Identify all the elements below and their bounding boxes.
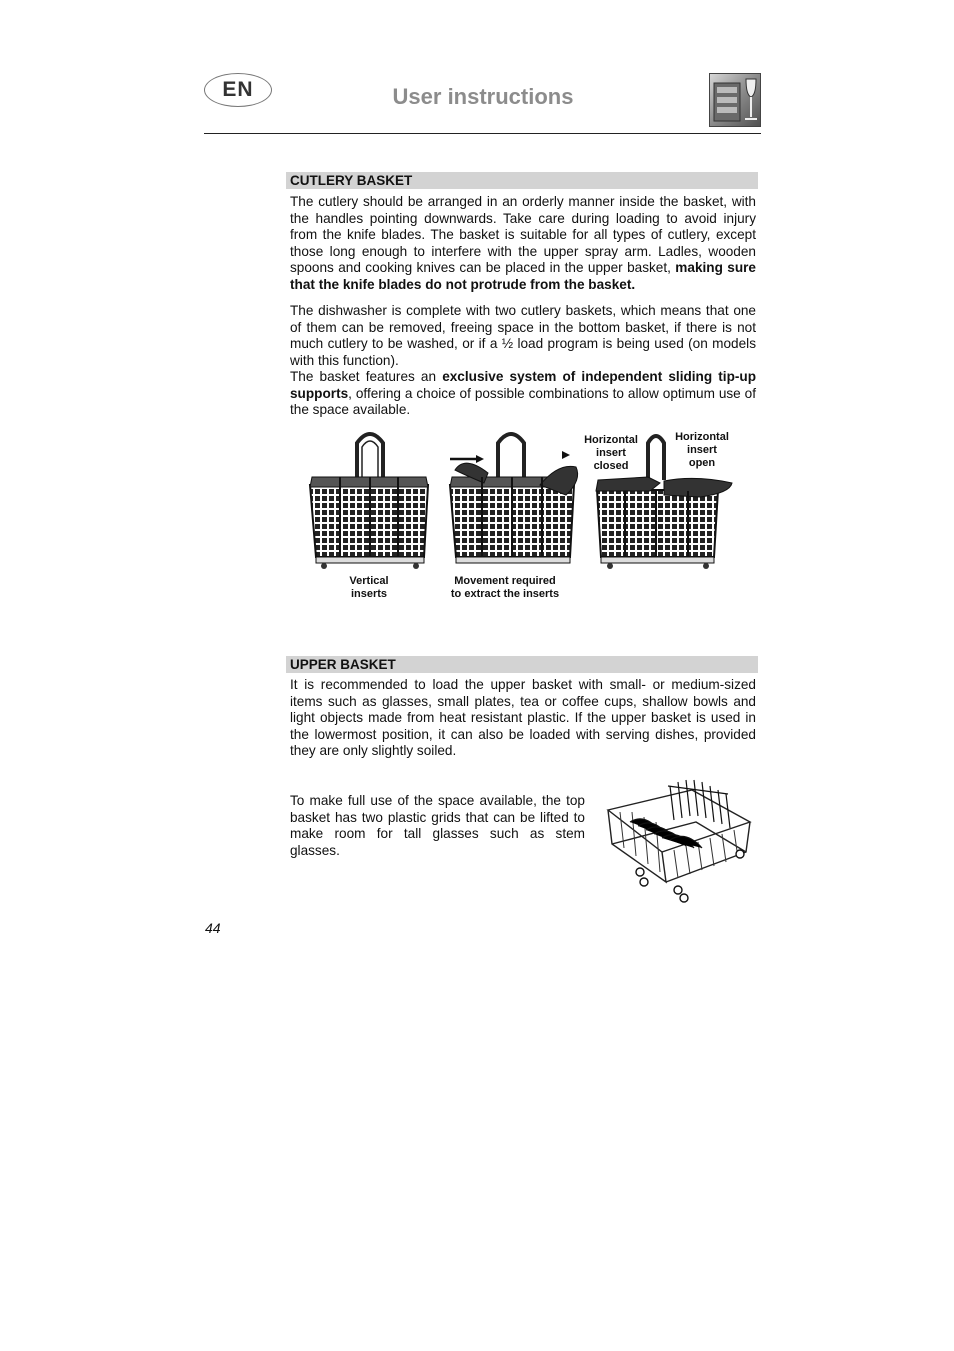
cutlery-paragraph-1 [290, 194, 756, 294]
caption-line: Horizontal [675, 431, 729, 443]
header-divider [204, 133, 761, 134]
caption-line: Movement required [454, 575, 556, 587]
caption-vertical-inserts [330, 575, 408, 601]
upper-paragraph-2: To make full use of the space available, the top basket has two plastic grids that can be lifted to make room for tall glasses such as stem glasses. [290, 793, 585, 858]
caption-line: inserts [350, 588, 388, 600]
language-label: EN [222, 78, 254, 101]
caption-line: Vertical [349, 575, 389, 587]
section-heading-cutlery: CUTLERY BASKET [286, 172, 758, 189]
basket-movement-extract [450, 434, 578, 563]
caption-line: Horizontal [584, 434, 638, 446]
upper-paragraph-1: It is recommended to load the upper basket with small- or medium-sized items such as glasses, small plates, tea or coffee cups, shallow bowls and light objects made from heat resistant plastic. If the upper basket is used in the lowermost position, it can also be loaded with serving dishes, provided they are only slightly soiled. [290, 677, 756, 759]
dishwasher-glass-icon [709, 73, 761, 127]
cutlery-p1-text: The cutlery should be arranged in an orderly manner inside the basket, with the handles pointing downwards. Take care during loading to avoid injury from the knife blades. The basket is suitable for all types of cutlery, except those long enough to interfere with the upper spray arm. Ladles, wooden spoons and cooking knives can be placed in the upper basket, [290, 194, 756, 276]
basket-vertical-inserts [310, 434, 428, 569]
cutlery-p3-start: The basket features an [290, 369, 437, 384]
cutlery-p3-end: , offering a choice of possible combinations to allow optimum use of the space available. [290, 385, 756, 418]
caption-movement [440, 575, 570, 601]
caption-horizontal-open [668, 431, 736, 470]
caption-line: open [688, 457, 716, 469]
cutlery-p1-bold: making sure that the knife blades do not protrude from the basket. [290, 260, 756, 292]
caption-line: closed [593, 460, 629, 472]
caption-line: insert [687, 444, 717, 456]
caption-line: insert [596, 447, 626, 459]
caption-line: to extract the inserts [450, 588, 560, 600]
cutlery-paragraph-2: The dishwasher is complete with two cutlery baskets, which means that one of them can be removed, freeing space in the bottom basket, if there is not much cutlery to be washed, or if a ½ load program is being used (on models with this function). [290, 303, 756, 368]
upper-basket-illustration [600, 772, 755, 907]
section-heading-upper: UPPER BASKET [286, 656, 758, 673]
caption-horizontal-closed [578, 434, 644, 473]
cutlery-p3-bold: exclusive system of independent sliding tip-up supports [290, 369, 757, 401]
page-title: User instructions [392, 84, 574, 109]
page-number: 44 [205, 920, 221, 936]
language-badge [204, 73, 272, 107]
cutlery-paragraph-3 [290, 369, 756, 419]
